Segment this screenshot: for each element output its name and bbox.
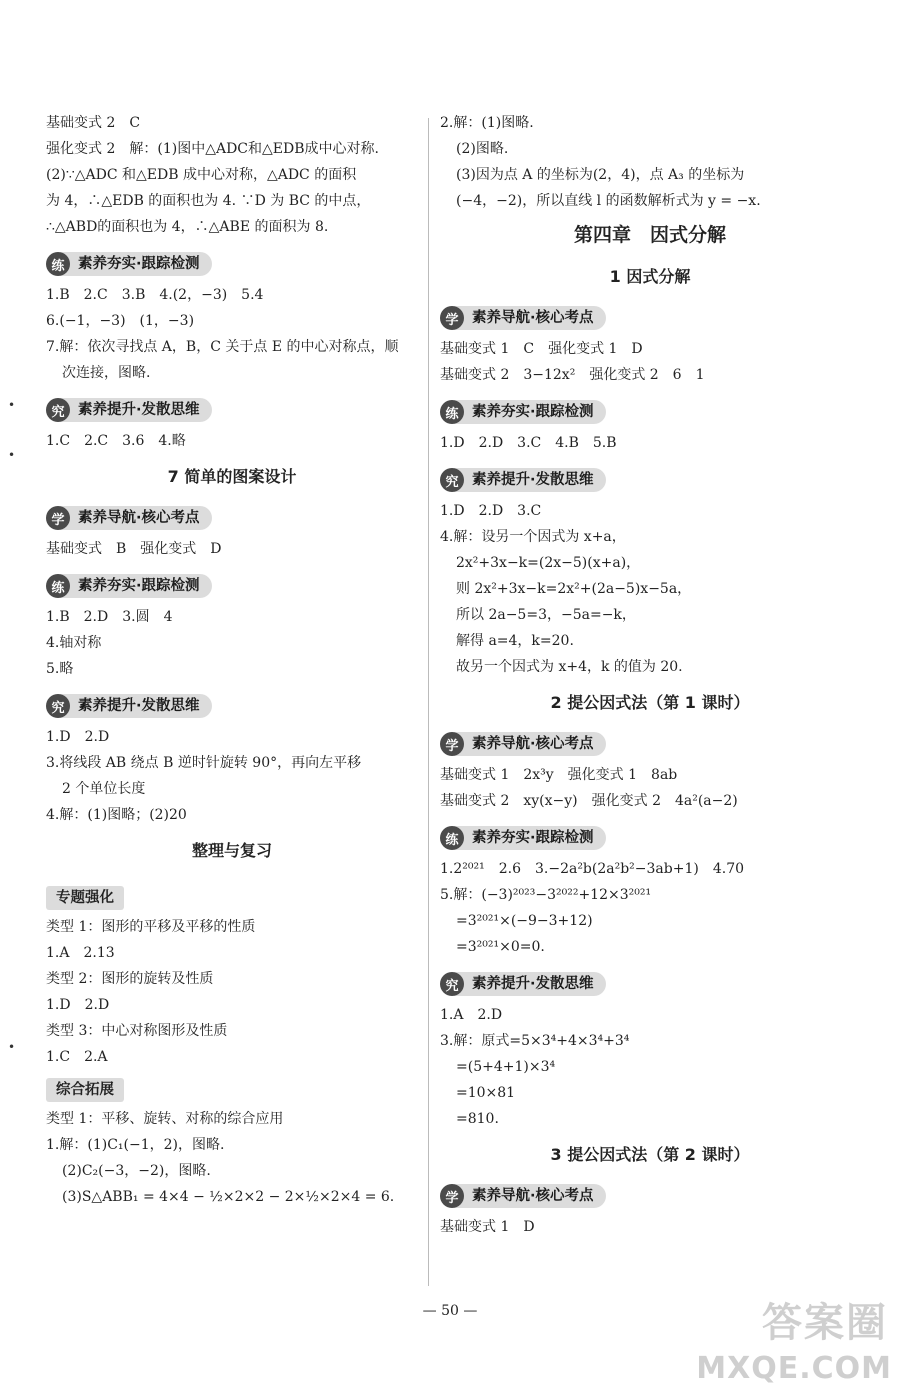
section-label: 素养夯实·跟踪检测 <box>454 400 606 424</box>
answer-line: 基础变式 2 3−12x² 强化变式 2 6 1 <box>440 367 705 383</box>
section-badge: 究 <box>440 468 464 492</box>
answer-line: 则 2x²+3x−k=2x²+(2a−5)x−5a， <box>456 581 692 597</box>
scan-mark: • <box>8 448 16 462</box>
answer-line: 故另一个因式为 x+4，k 的值为 20. <box>456 659 683 675</box>
answer-line: 1.C 2.C 3.6 4.略 <box>46 433 186 449</box>
left-column <box>46 110 418 1210</box>
answer-line: 2x²+3x−k=(2x−5)(x+a)， <box>456 555 641 571</box>
answer-line: 类型 1：图形的平移及平移的性质 <box>46 919 256 935</box>
answer-line: 1.2²⁰²¹ 2.6 3.−2a²b(2a²b²−3ab+1) 4.70 <box>440 861 745 877</box>
section-header <box>440 824 860 852</box>
section-badge: 究 <box>46 398 70 422</box>
answer-line: 基础变式 1 D <box>440 1219 535 1235</box>
watermark-logo <box>696 1288 896 1388</box>
answer-line: 3.解：原式=5×3⁴+4×3⁴+3⁴ <box>440 1033 630 1049</box>
answer-line: 1.A 2.13 <box>46 945 115 961</box>
topic-tag: 综合拓展 <box>46 1078 124 1102</box>
answer-line: 3.将线段 AB 绕点 B 逆时针旋转 90°，再向左平移 <box>46 755 362 771</box>
answer-line: (3)S△ABB₁ = 4×4 − ½×2×2 − 2×½×2×4 = 6. <box>62 1189 395 1205</box>
scan-mark: • <box>8 1040 16 1054</box>
column-divider <box>428 118 429 1286</box>
answer-line: 解得 a=4，k=20. <box>456 633 574 649</box>
answer-line: 所以 2a−5=3，−5a=−k， <box>456 607 636 623</box>
section-label: 素养导航·核心考点 <box>60 506 212 530</box>
answer-line: =3²⁰²¹×0=0. <box>456 939 545 955</box>
text-line: (2)∵△ADC 和△EDB 成中心对称，△ADC 的面积 <box>46 167 357 183</box>
answer-line: 基础变式 2 xy(x−y) 强化变式 2 4a²(a−2) <box>440 793 738 809</box>
lesson-title: 1 因式分解 <box>609 267 691 286</box>
section-header <box>46 572 418 600</box>
answer-line: (2)图略. <box>456 141 509 157</box>
answer-line: 基础变式 1 C 强化变式 1 D <box>440 341 643 357</box>
scan-mark: • <box>8 398 16 412</box>
answer-line: =10×81 <box>456 1085 516 1101</box>
section-label: 素养导航·核心考点 <box>454 1184 606 1208</box>
page-number: — 50 — <box>422 1303 478 1319</box>
text-line: 强化变式 2 解：(1)图中△ADC和△EDB成中心对称. <box>46 141 379 157</box>
section-label: 素养提升·发散思维 <box>454 468 606 492</box>
topic-tag: 专题强化 <box>46 886 124 910</box>
section-badge: 学 <box>440 306 464 330</box>
answer-line: =810. <box>456 1111 499 1127</box>
section-header <box>440 730 860 758</box>
section-header <box>46 250 418 278</box>
section-header <box>440 398 860 426</box>
answer-line: 5.解：(−3)²⁰²³−3²⁰²²+12×3²⁰²¹ <box>440 887 652 903</box>
section-header <box>440 304 860 332</box>
section-label: 素养提升·发散思维 <box>60 694 212 718</box>
answer-line: 4.解：(1)图略；(2)20 <box>46 807 187 823</box>
section-badge: 练 <box>440 826 464 850</box>
answer-line: 1.D 2.D <box>46 997 110 1013</box>
answer-line: 5.略 <box>46 661 74 677</box>
answer-line: 基础变式 1 2x³y 强化变式 1 8ab <box>440 767 678 783</box>
answer-line: 类型 3：中心对称图形及性质 <box>46 1023 228 1039</box>
answer-line: (3)因为点 A 的坐标为(2，4)，点 A₃ 的坐标为 <box>456 167 745 183</box>
section-badge: 练 <box>46 574 70 598</box>
section-badge: 练 <box>46 252 70 276</box>
section-header <box>440 1182 860 1210</box>
section-header <box>440 970 860 998</box>
answer-line: 次连接，图略. <box>62 365 151 381</box>
answer-line: =(5+4+1)×3⁴ <box>456 1059 556 1075</box>
answer-line: 1.解：(1)C₁(−1，2)，图略. <box>46 1137 225 1153</box>
answer-line: 1.A 2.D <box>440 1007 503 1023</box>
right-column <box>440 110 860 1240</box>
lesson-title: 2 提公因式法（第 1 课时） <box>550 693 750 712</box>
answer-line: =3²⁰²¹×(−9−3+12) <box>456 913 593 929</box>
answer-line: 1.D 2.D 3.C 4.B 5.B <box>440 435 617 451</box>
lesson-title: 7 简单的图案设计 <box>167 467 297 486</box>
review-title: 整理与复习 <box>191 841 272 860</box>
section-header <box>440 466 860 494</box>
section-label: 素养导航·核心考点 <box>454 732 606 756</box>
answer-line: 基础变式 B 强化变式 D <box>46 541 222 557</box>
answer-line: 2.解：(1)图略. <box>440 115 534 131</box>
section-header <box>46 692 418 720</box>
section-badge: 究 <box>46 694 70 718</box>
lesson-title: 3 提公因式法（第 2 课时） <box>550 1145 750 1164</box>
section-header <box>46 504 418 532</box>
section-label: 素养导航·核心考点 <box>454 306 606 330</box>
section-header <box>46 396 418 424</box>
answer-line: 4.轴对称 <box>46 635 102 651</box>
section-label: 素养夯实·跟踪检测 <box>60 252 212 276</box>
answer-line: (−4，−2)，所以直线 l 的函数解析式为 y = −x. <box>456 193 761 209</box>
answer-line: 类型 1：平移、旋转、对称的综合应用 <box>46 1111 284 1127</box>
section-label: 素养提升·发散思维 <box>60 398 212 422</box>
answer-line: 1.B 2.C 3.B 4.(2，−3) 5.4 <box>46 287 264 303</box>
answer-line: 1.C 2.A <box>46 1049 108 1065</box>
watermark-url: MXQE.COM <box>696 1351 892 1386</box>
answer-line: 2 个单位长度 <box>62 781 146 797</box>
answer-line: 7.解：依次寻找点 A，B，C 关于点 E 的中心对称点，顺 <box>46 339 399 355</box>
text-line: ∴△ABD的面积也为 4，∴△ABE 的面积为 8. <box>46 219 329 235</box>
answer-line: 1.D 2.D 3.C <box>440 503 542 519</box>
section-badge: 学 <box>46 506 70 530</box>
section-badge: 学 <box>440 1184 464 1208</box>
answer-line: 1.D 2.D <box>46 729 110 745</box>
section-label: 素养夯实·跟踪检测 <box>454 826 606 850</box>
answer-line: 6.(−1，−3) (1，−3) <box>46 313 195 329</box>
section-label: 素养夯实·跟踪检测 <box>60 574 212 598</box>
answer-line: 类型 2：图形的旋转及性质 <box>46 971 214 987</box>
text-line: 基础变式 2 C <box>46 115 141 131</box>
section-badge: 练 <box>440 400 464 424</box>
answer-line: 1.B 2.D 3.圆 4 <box>46 609 173 625</box>
left-top-block <box>46 110 418 240</box>
answer-line: 4.解：设另一个因式为 x+a， <box>440 529 626 545</box>
section-label: 素养提升·发散思维 <box>454 972 606 996</box>
watermark-text: 答案圈 <box>762 1300 888 1346</box>
chapter-title: 第四章 因式分解 <box>573 224 726 246</box>
text-line: 为 4，∴△EDB 的面积也为 4. ∵D 为 BC 的中点， <box>46 193 371 209</box>
section-badge: 学 <box>440 732 464 756</box>
section-badge: 究 <box>440 972 464 996</box>
answer-line: (2)C₂(−3，−2)，图略. <box>62 1163 211 1179</box>
